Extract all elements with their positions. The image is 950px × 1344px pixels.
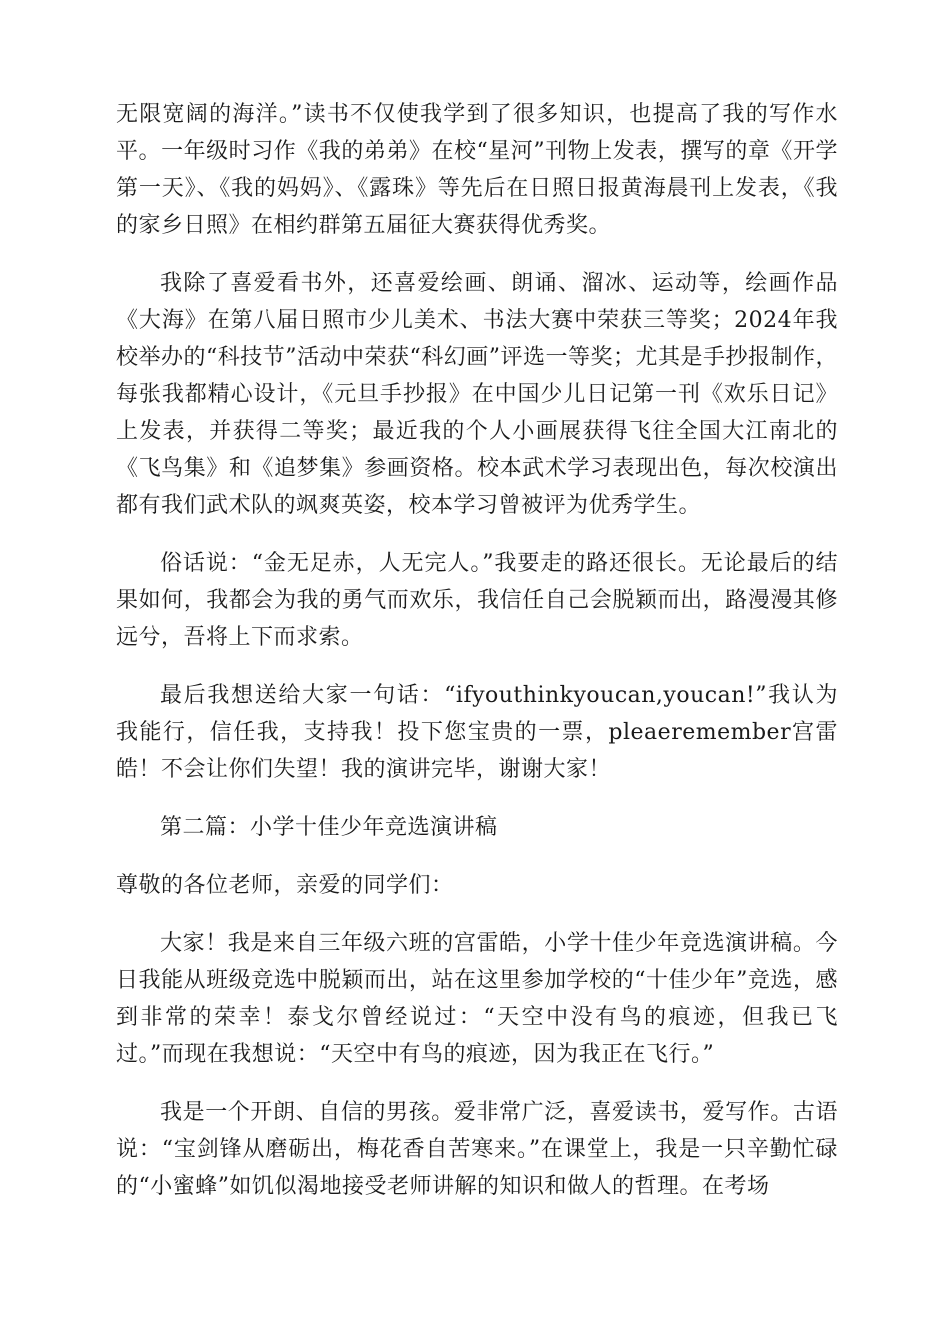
salutation: 尊敬的各位老师，亲爱的同学们： <box>116 873 454 898</box>
paragraph-2: 我除了喜爱看书外，还喜爱绘画、朗诵、溜冰、运动等，绘画作品《大海》在第八届日照市少儿美术、书法大赛中荣获三等奖；2024年我校举办的“科技节”活动中荣获“科幻画”评选一等奖；尤其是手抄报制作，每张我都精心设计，《元旦手抄报》在中国少儿日记第一刊《欢乐日记》上发表，并获得二等奖；最近我的个人小画展获得飞往全国大江南北的《飞鸟集》和《追梦集》参画资格。校本武术学习表现出色，每次校演出都有我们武术队的飒爽英姿，校本学习曾被评为优秀学生。 <box>116 271 838 518</box>
paragraph-5: 大家！我是来自三年级六班的宫雷皓，小学十佳少年竞选演讲稿。今日我能从班级竞选中脱颖而出，站在这里参加学校的“十佳少年”竞选，感到非常的荣幸！泰戈尔曾经说过：“天空中没有鸟的痕迹，但我已飞过。”而现在我想说：“天空中有鸟的痕迹，因为我正在飞行。” <box>116 931 838 1067</box>
paragraph-1: 无限宽阔的海洋。”读书不仅使我学到了很多知识，也提高了我的写作水平。一年级时习作《我的弟弟》在校“星河”刊物上发表，撰写的章《开学第一天》、《我的妈妈》、《露珠》等先后在日照日报黄海晨刊上发表，《我的家乡日照》在相约群第五届征大赛获得优秀奖。 <box>116 102 838 238</box>
section-heading: 第二篇：小学十佳少年竞选演讲稿 <box>160 815 498 840</box>
paragraph-6: 我是一个开朗、自信的男孩。爱非常广泛，喜爱读书，爱写作。古语说：“宝剑锋从磨砺出，梅花香自苦寒来。”在课堂上，我是一只辛勤忙碌的“小蜜蜂”如饥似渴地接受老师讲解的知识和做人的哲理。在考场 <box>116 1100 838 1199</box>
document-page <box>116 96 838 1226</box>
paragraph-4: 最后我想送给大家一句话：“ifyouthinkyoucan,youcan!”我认为我能行，信任我，支持我！投下您宝贵的一票，pleaeremember宫雷皓！不会让你们失望！我的演讲完毕，谢谢大家！ <box>116 683 838 782</box>
paragraph-3: 俗话说：“金无足赤，人无完人。”我要走的路还很长。无论最后的结果如何，我都会为我的勇气而欢乐，我信任自己会脱颖而出，路漫漫其修远兮，吾将上下而求索。 <box>116 551 838 650</box>
